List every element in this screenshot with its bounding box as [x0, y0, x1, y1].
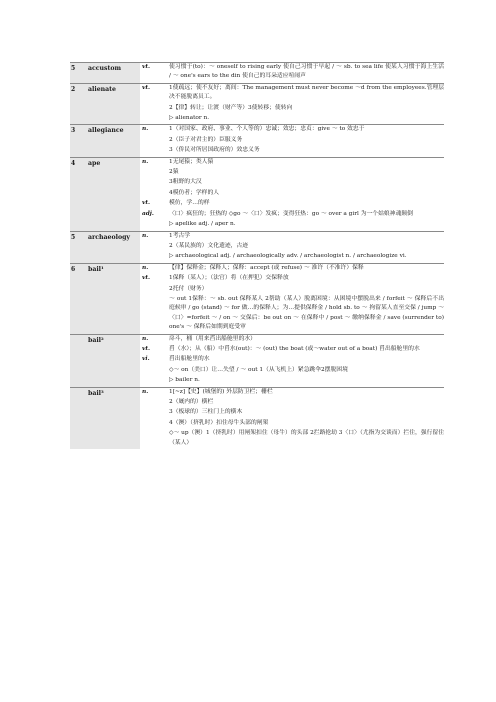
entry-number: 3 [70, 125, 87, 156]
definition: 2猿 [169, 169, 179, 176]
phrases: ～ out 1保释：～ sb. out 保释某人 2帮助（某人）脱离困境：从困境中摆脱出来 / forfeit ～ 保释后不出庭候审 / go (stand) ～ for 做…的保释人；为…提供保释金 / hold sb. to ～ 拘留某人直至交保 / jump ～〈口〉=forfeit ～ / on ～ 交保后：be out on ～ 在保释中 / post ～ 缴纳保释金 / save (surrender to) one's ～ 保释后如期到庭受审 [169, 295, 444, 331]
definition: 4（澳）（挤乳时）扣住母牛头部的闸架 [169, 419, 269, 426]
definition: 3（板球的）三柱门上的横木 [169, 409, 243, 416]
definition: 舀（水）；从（船）中舀水(out)：～ (out) the boat (或～water out of a boat) 舀出船舱里的水 [169, 345, 420, 352]
part-of-speech: vt. [142, 200, 151, 207]
headword: bail² [87, 335, 140, 387]
definition: 2（厩内的）横栏 [169, 399, 214, 405]
definition: 模仿，学…的样 [169, 200, 210, 207]
part-of-speech: n. [142, 232, 149, 239]
entry-bail-3 [70, 387, 444, 449]
entry-alienate [70, 83, 444, 125]
definition: 1（对国家、政府、事业、个人等的）忠诚；效忠；忠贞：give ～ to 效忠于 [169, 126, 365, 133]
definition: 戽斗，桶（用来舀出船舱里的水） [169, 335, 256, 342]
part-of-speech: vt. [142, 345, 151, 352]
entry-number [70, 335, 87, 387]
definition: 2托付（财务） [169, 285, 208, 292]
entry-number: 2 [70, 84, 87, 125]
entry-archaeology [70, 231, 444, 263]
headword: ape [87, 158, 140, 231]
part-of-speech: adj. [142, 210, 154, 217]
entry-number: 4 [70, 158, 87, 231]
headword: accustom [87, 63, 140, 83]
entry-accustom [70, 62, 444, 83]
definition: 舀出船舱里的水 [169, 356, 210, 363]
headword: bail³ [87, 388, 140, 449]
definition: 4模仿者；学样的人 [169, 189, 220, 196]
entry-number: 6 [70, 264, 87, 334]
part-of-speech: n. [142, 126, 149, 133]
part-of-speech: n. [142, 335, 149, 342]
headword: alienate [87, 84, 140, 125]
entry-number [70, 388, 87, 449]
derivative: ▷ apelike adj. / aper n. [169, 221, 236, 228]
entry-bail-2 [70, 334, 444, 387]
entry-bail-1 [70, 263, 444, 334]
definition: 使习惯于(to)：～ oneself to rising early 使自己习惯于早起 / ～ sb. to sea life 使某人习惯于海上生活 / ～ one's ears to the din 使自己的耳朵适应喧闹声 [169, 64, 444, 80]
derivative: ▷ archaeological adj. / archaeologically adv. / archaeologist n. / archaeologize vi. [169, 253, 407, 260]
definition: 1[~z]【史】(城堡的) 外层防卫栏；栅栏 [169, 388, 273, 395]
definition: 2（臣子对君主的）臣服义务 [169, 136, 243, 143]
definition: 3（侨民对所居国政府的）效忠义务 [169, 147, 260, 154]
definition: 2【律】转让；让渡（财产等）3使转移；使转向 [169, 104, 293, 111]
definition: 3粗野的大汉 [169, 179, 202, 186]
entry-number: 5 [70, 232, 87, 263]
headword: bail¹ [87, 264, 140, 334]
part-of-speech: vt. [142, 275, 151, 282]
entry-ape [70, 157, 444, 231]
part-of-speech: vt. [142, 64, 151, 70]
headword: allegiance [87, 125, 140, 156]
derivative: ▷ bailer n. [169, 377, 200, 384]
part-of-speech: n. [142, 264, 149, 271]
definition: 〈口〉疯狂的；狂热的 ◇go ～〈口〉发疯；变得狂热：go ～ over a girl 为一个姑娘神魂颠倒 [169, 210, 413, 217]
definition: 1考古学 [169, 232, 191, 239]
definition: 【律】保释金；保释人；保释：accept (或 refuse) ～ 准许（不准许）保释 [169, 264, 364, 271]
part-of-speech: n. [142, 158, 149, 165]
definition: 1无尾猿；类人猿 [169, 158, 214, 165]
part-of-speech: vi. [142, 356, 150, 363]
dictionary-table [70, 62, 444, 449]
phrases: ◇～ up（澳）1（挤乳时）用闸架扣住（母牛）的头部 2拦路抢劫 3〈口〉（尤指为交谈而）拦住，强行留住（某人） [169, 430, 444, 446]
entry-allegiance [70, 124, 444, 156]
definition: 2（某民族的）文化遗迹，古迹 [169, 242, 249, 249]
definition: 1保释（某人）；（法官）将（在押犯）交保释放 [169, 275, 289, 282]
part-of-speech: vt. [142, 84, 151, 91]
headword: archaeology [87, 232, 140, 263]
entry-number: 5 [70, 63, 87, 83]
definition: 1使疏远；使不友好；离间：The management must never become ～d from the employees.管理层决不能脱离员工。 [169, 84, 444, 101]
phrases: ◇～ on（美口）让…失望 / ～ out 1（从飞机上）紧急跳伞2摆脱困境 [169, 366, 348, 373]
part-of-speech: n. [142, 388, 149, 395]
derivative: ▷ alienator n. [169, 115, 210, 122]
